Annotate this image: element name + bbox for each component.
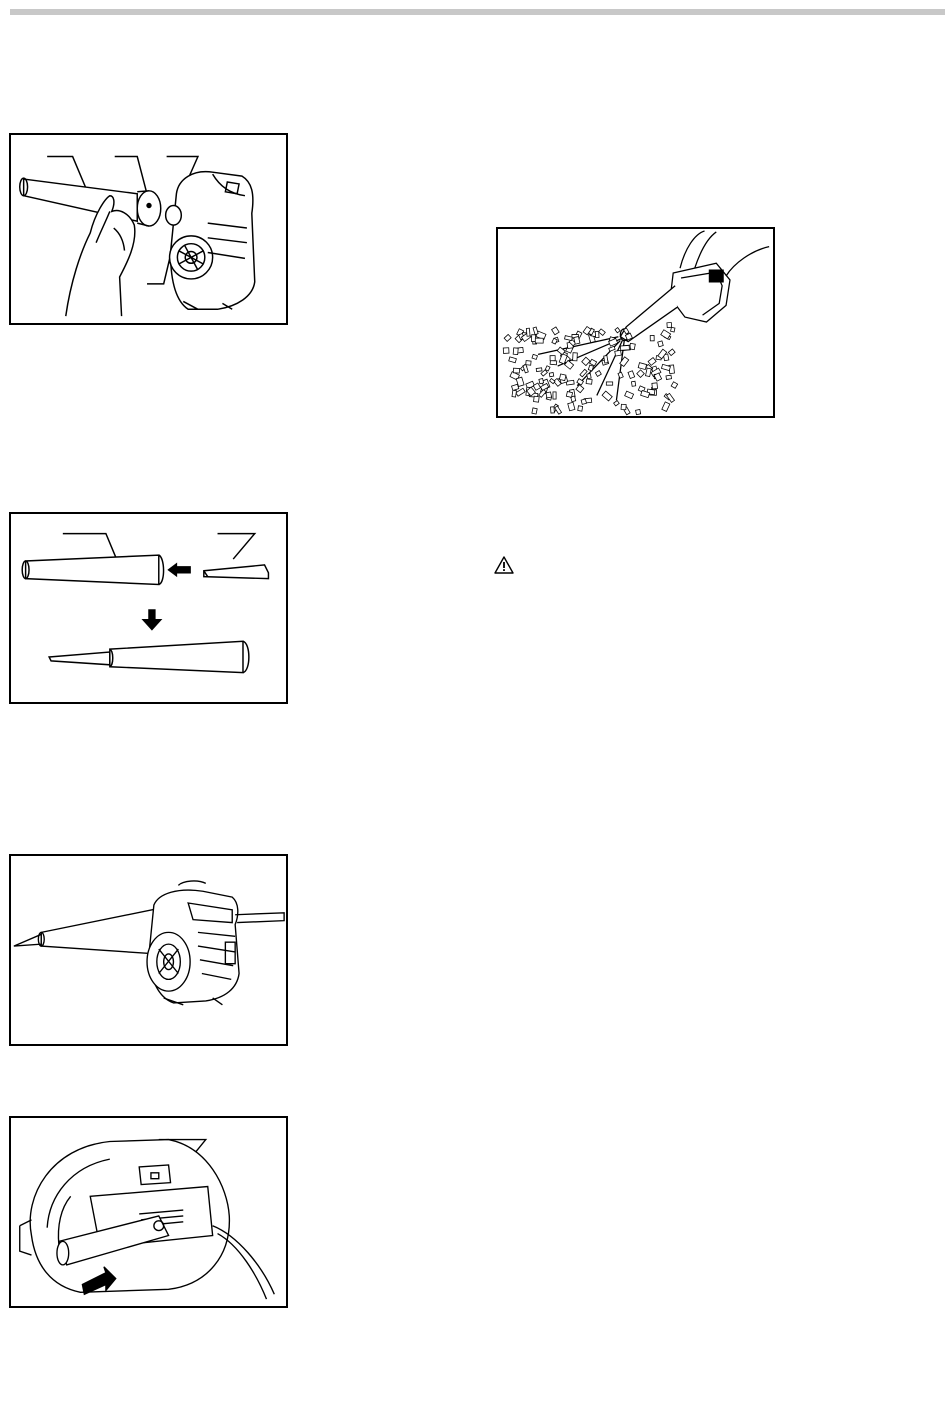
debris-piece — [631, 381, 635, 386]
debris-piece — [536, 368, 542, 372]
debris-piece — [652, 383, 658, 389]
debris-piece — [509, 357, 517, 363]
debris-piece — [550, 356, 555, 361]
debris-piece — [615, 328, 620, 333]
debris-piece — [604, 356, 608, 363]
debris-piece — [559, 374, 566, 381]
debris-piece — [566, 392, 572, 398]
debris-piece — [574, 337, 580, 345]
debris-piece — [666, 375, 672, 379]
debris-piece — [535, 338, 543, 343]
debris-piece — [532, 408, 537, 414]
debris-piece — [533, 383, 540, 390]
blowing-debris-illustration — [498, 229, 773, 416]
debris-piece — [573, 353, 578, 361]
debris-piece — [586, 379, 592, 384]
debris-piece — [549, 372, 553, 376]
debris-piece — [526, 361, 531, 366]
figure-blowing-debris — [496, 227, 775, 418]
nozzle-storage-illustration — [11, 1118, 286, 1306]
debris-piece — [638, 363, 646, 370]
warning-triangle-icon — [494, 556, 514, 574]
debris-piece — [551, 407, 555, 413]
debris-piece — [621, 404, 626, 410]
debris-piece — [532, 354, 537, 359]
figure-nozzle-attachment — [9, 133, 288, 325]
debris-piece — [552, 327, 560, 335]
debris-piece — [578, 406, 583, 411]
nozzle-attachment-illustration — [11, 135, 286, 323]
debris-piece — [625, 391, 634, 399]
debris-piece — [662, 402, 670, 412]
long-nozzle-assembly-illustration — [11, 514, 286, 702]
debris-piece — [513, 368, 519, 373]
debris-piece — [668, 349, 675, 356]
debris-piece — [576, 385, 584, 393]
debris-piece — [526, 328, 530, 336]
debris-piece — [667, 323, 672, 328]
debris-piece — [553, 392, 556, 399]
debris-piece — [546, 392, 552, 398]
debris-piece — [545, 366, 550, 371]
debris-piece — [568, 402, 575, 411]
debris-piece — [614, 401, 620, 406]
debris-piece — [539, 379, 544, 384]
debris-piece — [628, 371, 635, 379]
debris-piece — [671, 382, 678, 389]
debris-piece — [618, 372, 623, 378]
debris-piece — [650, 335, 654, 340]
debris-piece — [606, 382, 612, 385]
debris-piece — [636, 409, 641, 414]
debris-piece — [637, 370, 645, 378]
debris-piece — [552, 338, 557, 344]
debris-piece — [565, 336, 573, 341]
blower-with-nozzles-illustration — [11, 856, 286, 1044]
header-rule — [10, 9, 945, 15]
figure-nozzle-storage — [9, 1116, 288, 1308]
debris-piece — [646, 368, 652, 377]
debris-piece — [581, 399, 586, 404]
debris-piece — [533, 327, 538, 335]
debris-piece — [620, 345, 629, 350]
debris-piece — [513, 348, 518, 355]
debris-piece — [512, 390, 516, 397]
debris-piece — [599, 329, 606, 336]
debris-piece — [503, 348, 509, 354]
debris-piece — [658, 341, 664, 347]
debris-piece — [504, 334, 511, 341]
debris-piece — [587, 374, 591, 379]
debris-piece — [648, 358, 656, 366]
debris-piece — [512, 384, 519, 390]
debris-piece — [523, 365, 528, 373]
debris-piece — [550, 379, 555, 384]
debris-piece — [609, 346, 615, 351]
debris-piece — [534, 396, 540, 402]
debris-piece — [595, 371, 601, 377]
figure-blower-with-nozzles — [9, 854, 288, 1046]
debris-piece — [595, 331, 599, 337]
debris-piece — [582, 357, 590, 365]
debris-piece — [602, 391, 612, 401]
figure-long-nozzle-assembly — [9, 512, 288, 704]
debris-piece — [671, 327, 675, 332]
debris-piece — [615, 350, 622, 356]
debris-piece — [590, 359, 597, 366]
